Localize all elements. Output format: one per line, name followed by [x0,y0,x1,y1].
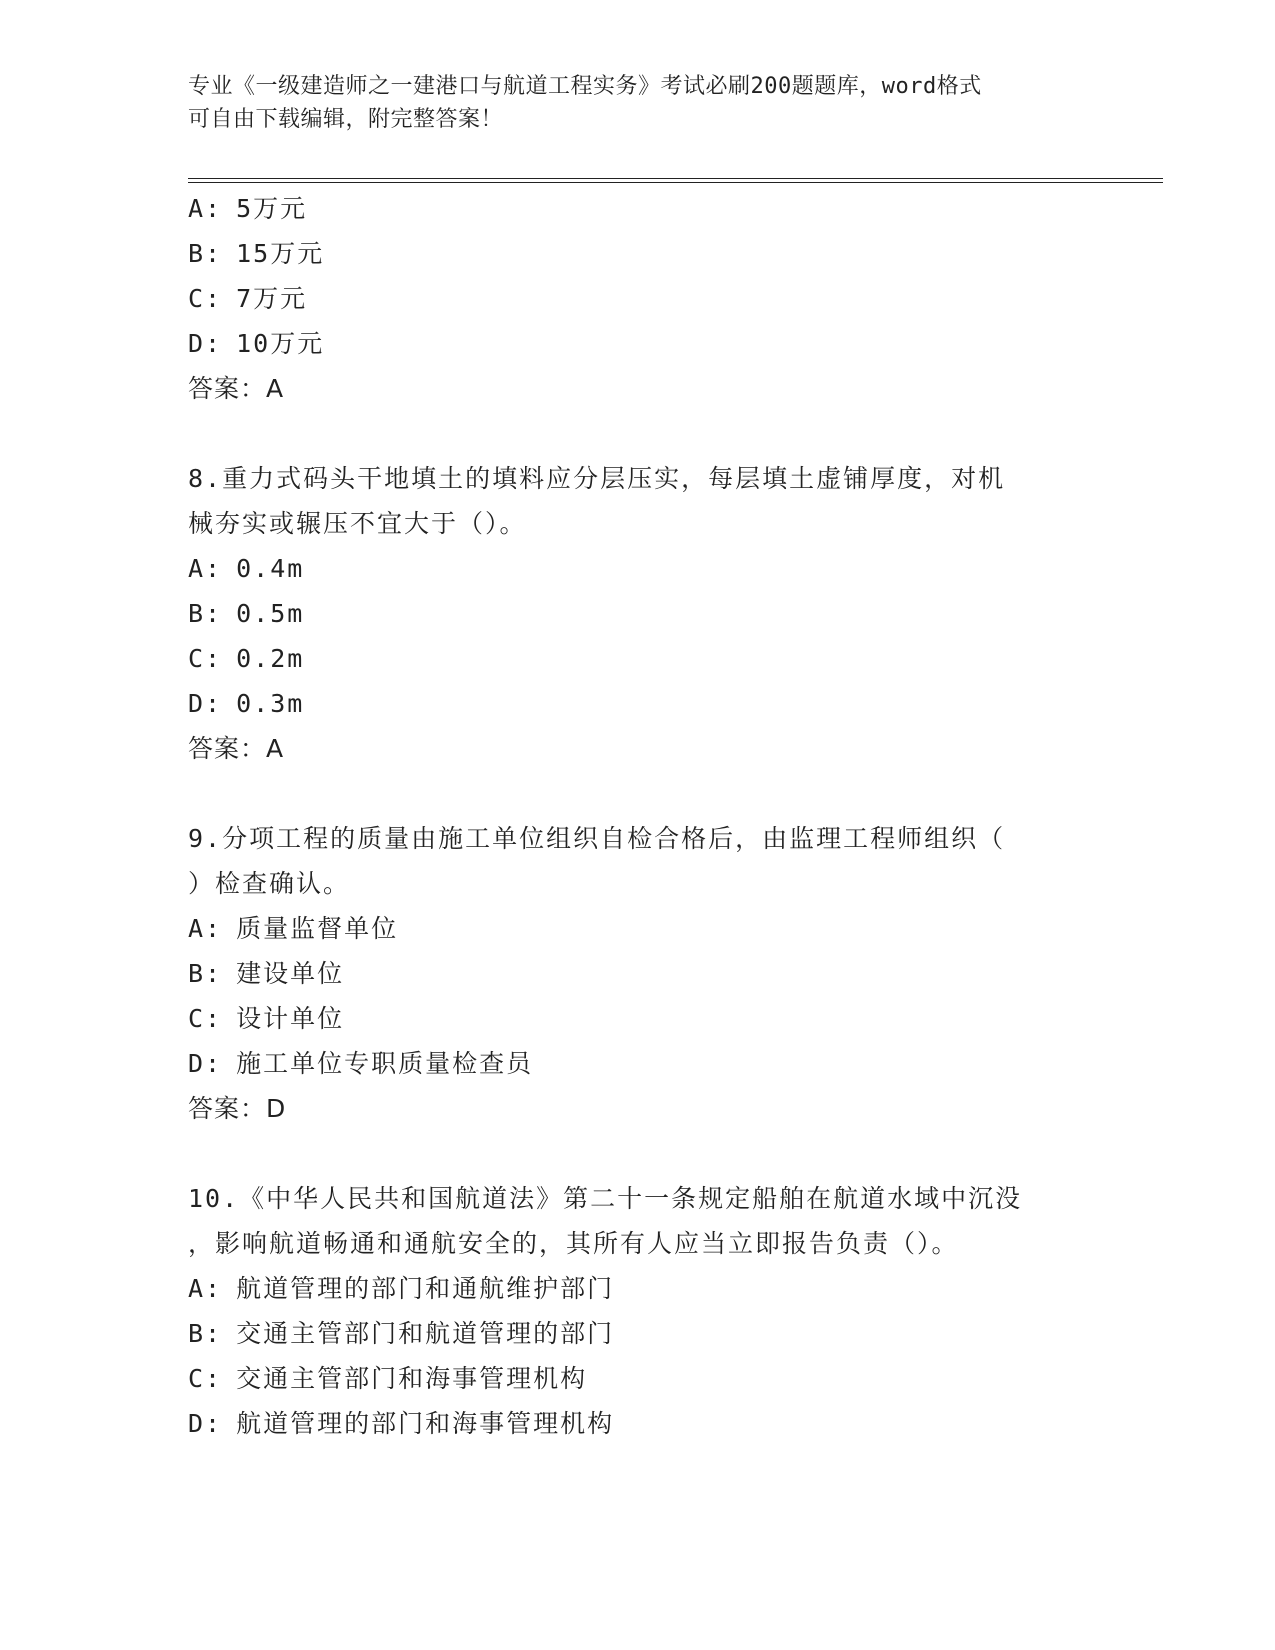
q9-option-c: C: 设计单位 [188,1004,345,1033]
header-line-2: 可自由下载编辑，附完整答案！ [188,107,504,132]
q9-option-d: D: 施工单位专职质量检查员 [188,1049,534,1078]
header-divider-bottom [188,182,1163,183]
option-d: D: 10万元 [188,329,325,358]
question-9-text-line-1: 9.分项工程的质量由施工单位组织自检合格后，由监理工程师组织（ [188,824,1006,853]
question-10-text-line-1: 10.《中华人民共和国航道法》第二十一条规定船舶在航道水域中沉没 [188,1184,1023,1213]
question-9-text-line-2: ）检查确认。 [188,869,351,898]
q10-option-c: C: 交通主管部门和海事管理机构 [188,1364,588,1393]
option-a: A: 5万元 [188,194,308,223]
q8-answer: 答案：A [188,734,285,763]
q9-option-b: B: 建设单位 [188,959,345,988]
question-8-text-line-1: 8.重力式码头干地填土的填料应分层压实，每层填土虚铺厚度，对机 [188,464,1006,493]
q8-option-d: D: 0.3m [188,689,305,718]
q10-option-a: A: 航道管理的部门和通航维护部门 [188,1274,615,1303]
q8-option-a: A: 0.4m [188,554,305,583]
document-header [188,70,1088,136]
q8-option-b: B: 0.5m [188,599,305,628]
q10-option-b: B: 交通主管部门和航道管理的部门 [188,1319,615,1348]
option-b: B: 15万元 [188,239,325,268]
q9-answer: 答案：D [188,1094,287,1123]
answer-label: 答案：A [188,374,285,403]
q9-option-a: A: 质量监督单位 [188,914,399,943]
header-line-1: 专业《一级建造师之一建港口与航道工程实务》考试必刷200题题库，word格式 [188,74,982,99]
q10-option-d: D: 航道管理的部门和海事管理机构 [188,1409,615,1438]
q8-option-c: C: 0.2m [188,644,305,673]
header-divider-top [188,178,1163,179]
question-8-text-line-2: 械夯实或辗压不宜大于（）。 [188,509,527,538]
option-c: C: 7万元 [188,284,308,313]
question-10-text-line-2: ，影响航道畅通和通航安全的，其所有人应当立即报告负责（）。 [188,1229,959,1258]
